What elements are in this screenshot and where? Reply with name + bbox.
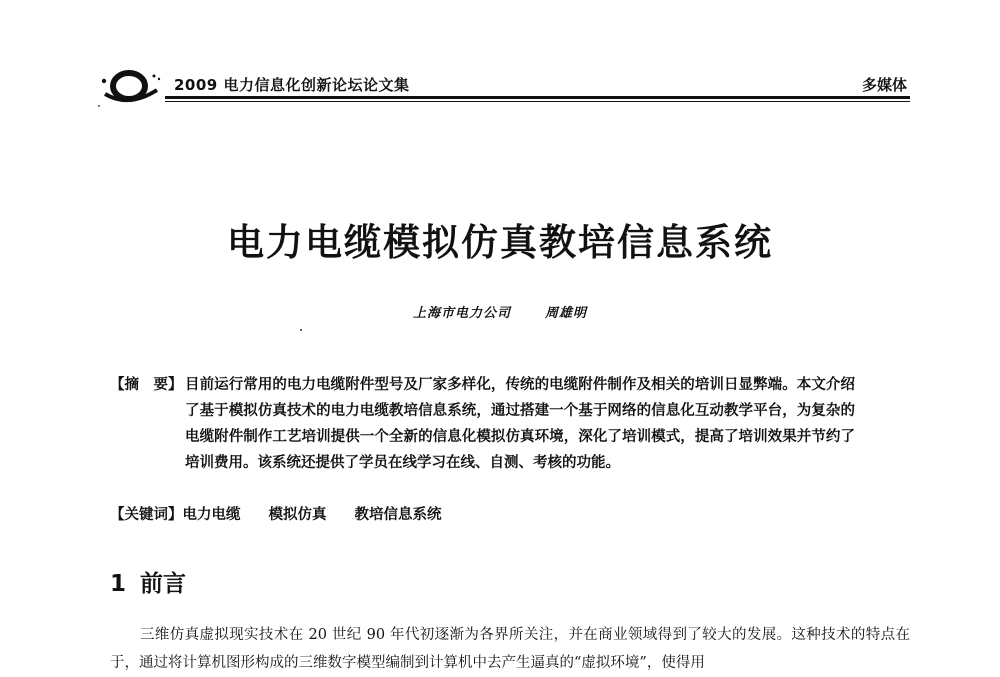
header-rule (165, 96, 910, 99)
keyword: 教培信息系统 (354, 507, 442, 523)
keywords-row (110, 502, 470, 528)
section-number: 1 (110, 571, 127, 597)
author-line (0, 302, 1000, 321)
abstract-block (110, 372, 855, 476)
abstract-text: 目前运行常用的电力电缆附件型号及厂家多样化，传统的电缆附件制作及相关的培训日显弊端。本文介绍了基于模拟仿真技术的电力电缆教培信息系统，通过搭建一个基于网络的信息化互动教学平台，为复杂的电缆附件制作工艺培训提供一个全新的信息化模拟仿真环境，深化了培训模式，提高了培训效果并节约了培训费用。该系统还提供了学员在线学习在线、自测、考核的功能。 (185, 377, 855, 471)
abstract-label: 【摘 要】 (110, 377, 183, 393)
conference-logo-icon (95, 60, 165, 110)
scan-speck (300, 329, 302, 331)
affiliation: 上海市电力公司 (412, 306, 511, 321)
paper-title: 电力电缆模拟仿真教培信息系统 (227, 221, 773, 264)
author-name: 周雄明 (545, 306, 588, 321)
running-header-title: 2009 电力信息化创新论坛论文集 (174, 76, 410, 94)
keyword: 电力电缆 (182, 507, 241, 523)
running-header-section: 多媒体 (861, 76, 907, 94)
keywords-label: 【关键词】 (110, 507, 183, 523)
header-rule-thin (165, 101, 910, 102)
body-paragraph: 三维仿真虚拟现实技术在 20 世纪 90 年代初逐渐为各界所关注，并在商业领域得到了较大的发展。这种技术的特点在于，通过将计算机图形构成的三维数字模型编制到计算机中去产生逼真的“虚拟环境”，使得用 (110, 627, 910, 671)
section-heading (110, 565, 186, 598)
keyword: 模拟仿真 (268, 507, 327, 523)
section-title: 前言 (140, 571, 187, 597)
